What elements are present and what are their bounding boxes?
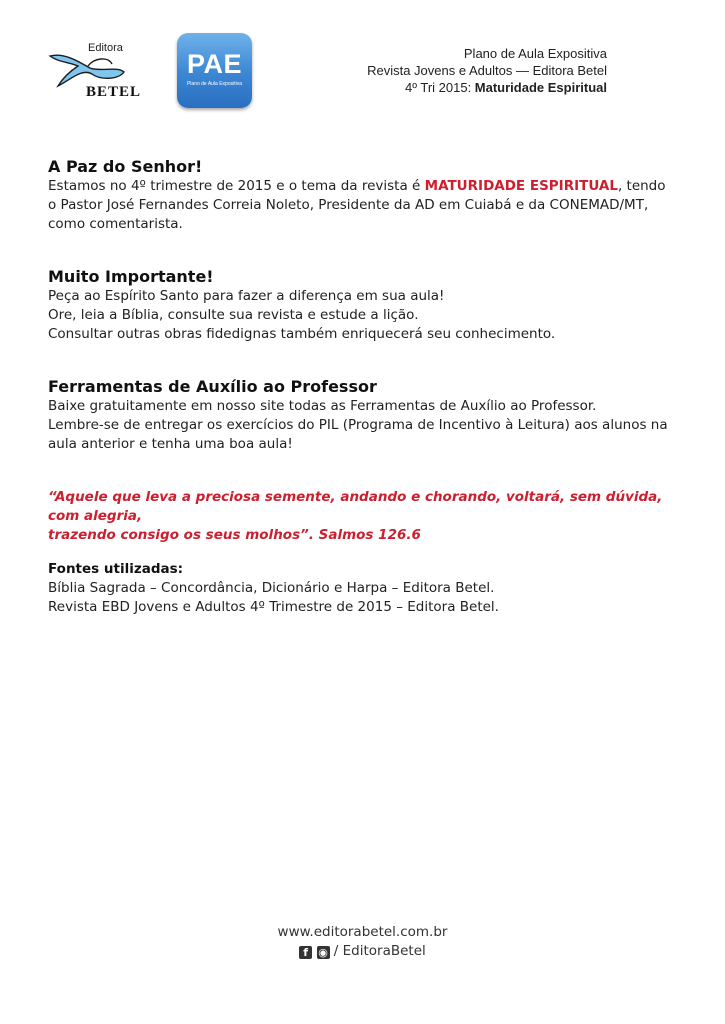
greeting-section <box>48 157 678 234</box>
header-line-3-theme: Maturidade Espiritual <box>474 80 607 95</box>
tools-line: aula anterior e tenha uma boa aula! <box>48 436 293 452</box>
tools-section <box>48 377 678 454</box>
quote-line-1: “Aquele que leva a preciosa semente, andando e chorando, voltará, sem dúvida, com alegria, <box>48 489 663 524</box>
important-section <box>48 267 678 344</box>
logo-betel-text: BETEL <box>86 84 142 100</box>
header-line-3-prefix: 4º Tri 2015: <box>405 80 475 95</box>
greeting-line-1 <box>48 177 678 196</box>
greeting-text-after: , tendo <box>617 178 666 194</box>
greeting-line-3: como comentarista. <box>48 216 183 232</box>
pae-logo <box>177 33 252 108</box>
header-info <box>367 45 607 96</box>
pae-title: PAE <box>186 49 242 79</box>
tools-title: Ferramentas de Auxílio ao Professor <box>48 377 377 396</box>
bible-quote <box>48 488 688 545</box>
header-line-1: Plano de Aula Expositiva <box>463 46 607 61</box>
tools-line: Baixe gratuitamente em nosso site todas as Ferramentas de Auxílio ao Professor. <box>48 398 597 414</box>
social-line <box>0 942 725 961</box>
important-line: Peça ao Espírito Santo para fazer a diferença em sua aula! <box>48 288 445 304</box>
facebook-icon[interactable]: f <box>299 946 312 959</box>
greeting-line-2: o Pastor José Fernandes Correia Noleto, Presidente da AD em Cuiabá e da CONEMAD/MT, <box>48 197 649 213</box>
source-item: Revista EBD Jovens e Adultos 4º Trimestre de 2015 – Editora Betel. <box>48 599 499 615</box>
logo-editora-text: Editora <box>88 42 123 54</box>
instagram-icon[interactable]: ◉ <box>318 946 328 959</box>
quote-line-2: trazendo consigo os seus molhos”. Salmos 126.6 <box>48 527 421 543</box>
tools-line: Lembre-se de entregar os exercícios do PIL (Programa de Incentivo à Leitura) aos alunos na <box>48 417 668 433</box>
header-line-2: Revista Jovens e Adultos — Editora Betel <box>367 63 607 78</box>
pae-subtitle: Plano de Aula Expositiva <box>186 81 243 87</box>
theme-highlight: MATURIDADE ESPIRITUAL <box>424 178 618 194</box>
footer <box>0 923 725 961</box>
important-line: Ore, leia a Bíblia, consulte sua revista e estude a lição. <box>48 307 419 323</box>
editora-betel-logo <box>48 40 148 104</box>
greeting-title: A Paz do Senhor! <box>48 157 203 176</box>
sources-title: Fontes utilizadas: <box>48 561 184 577</box>
header-line-3 <box>367 79 607 96</box>
source-item: Bíblia Sagrada – Concordância, Dicionário e Harpa – Editora Betel. <box>48 580 495 596</box>
important-line: Consultar outras obras fidedignas também enriquecerá seu conhecimento. <box>48 326 556 342</box>
sources-section <box>48 560 678 617</box>
important-title: Muito Importante! <box>48 267 214 286</box>
social-handle[interactable]: / EditoraBetel <box>329 943 426 959</box>
website-link[interactable]: www.editorabetel.com.br <box>277 924 448 940</box>
greeting-text-before: Estamos no 4º trimestre de 2015 e o tema da revista é <box>48 178 425 194</box>
